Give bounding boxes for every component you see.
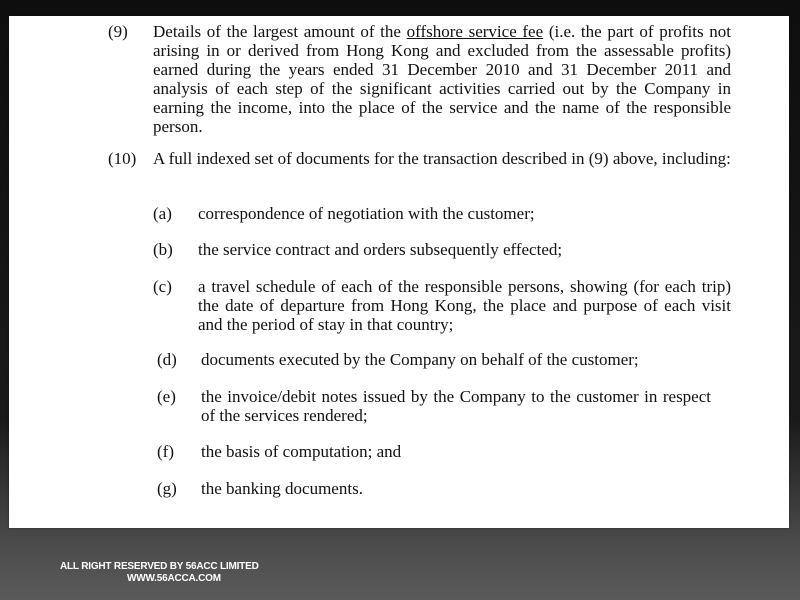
copyright-footer [60, 561, 260, 585]
item-number-9: (9) [108, 22, 128, 41]
offshore-service-fee-term: offshore service fee [406, 22, 544, 41]
subitem-text-g: the banking documents. [201, 479, 363, 498]
subitem-text-b: the service contract and orders subsequently effected; [198, 240, 563, 259]
subitem-letter-a: (a) [153, 204, 172, 223]
item-9-text-rest: (i.e. the part of profits not arising in or derived from Hong Kong and excluded from the assessable profits) earned during the years ended 31 December 2010 and 31 December 2011 and analysis of each step of the significant activities carried out by the Company in earning the income, into the place of the service and the name of the responsible person. [153, 22, 731, 136]
subitem-text-d: documents executed by the Company on behalf of the customer; [201, 350, 639, 369]
subitem-letter-b: (b) [153, 240, 173, 259]
item-9-text [153, 22, 731, 136]
item-10-text: A full indexed set of documents for the transaction described in (9) above, including: [153, 149, 731, 168]
website-line: WWW.56ACCA.COM [127, 573, 221, 584]
subitem-text-f: the basis of computation; and [201, 442, 402, 461]
subitem-letter-g: (g) [157, 479, 177, 498]
subitem-letter-d: (d) [157, 350, 177, 369]
document-page [9, 16, 789, 528]
subitem-text-c: a travel schedule of each of the responsible persons, showing (for each trip) the date of departure from Hong Kong, the place and purpose of each visit and the period of stay in that country; [198, 277, 731, 334]
subitem-text-a: correspondence of negotiation with the customer; [198, 204, 535, 223]
subitem-letter-c: (c) [153, 277, 172, 296]
item-number-10: (10) [108, 149, 137, 168]
subitem-letter-f: (f) [157, 442, 174, 461]
subitem-text-e: the invoice/debit notes issued by the Company to the customer in respect of the services rendered; [201, 387, 711, 425]
copyright-line: ALL RIGHT RESERVED BY 56ACC LIMITED [60, 561, 259, 572]
item-9-text-start: Details of the largest amount of the [153, 22, 407, 41]
subitem-letter-e: (e) [157, 387, 176, 406]
